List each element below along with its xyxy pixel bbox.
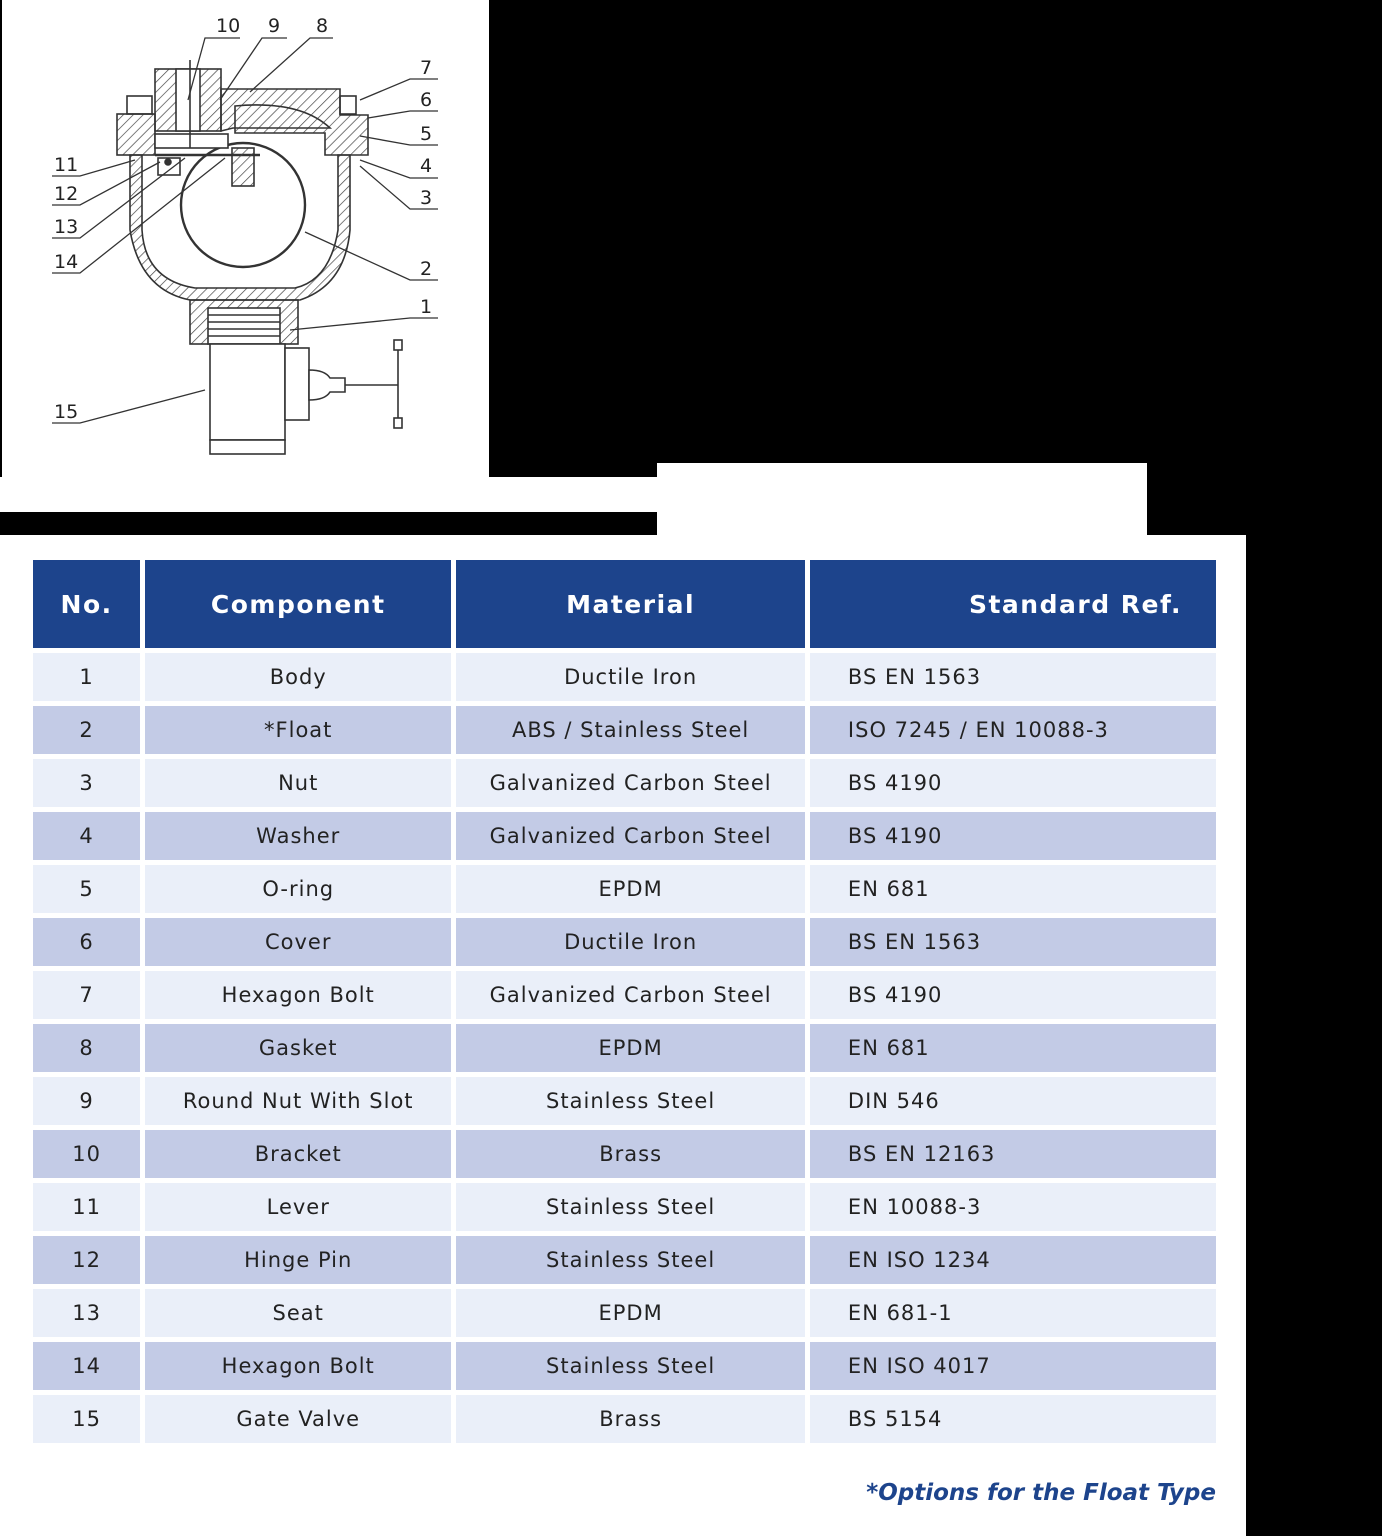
- cell-no: 8: [33, 1024, 140, 1072]
- callout-8: 8: [316, 15, 329, 37]
- cell-standard: EN 681: [810, 865, 1216, 913]
- cell-component: *Float: [145, 706, 451, 754]
- parts-table: [28, 555, 1221, 1448]
- cell-no: 14: [33, 1342, 140, 1390]
- cell-material: Galvanized Carbon Steel: [456, 759, 805, 807]
- table-row: [33, 1342, 1216, 1390]
- cell-standard: EN 681: [810, 1024, 1216, 1072]
- header-component: Component: [145, 560, 451, 648]
- cell-material: ABS / Stainless Steel: [456, 706, 805, 754]
- white-box: [657, 463, 1147, 535]
- cell-standard: EN 10088-3: [810, 1183, 1216, 1231]
- cell-component: Bracket: [145, 1130, 451, 1178]
- callout-15: 15: [54, 401, 79, 423]
- table-header-row: [33, 560, 1216, 648]
- cell-material: Brass: [456, 1130, 805, 1178]
- table-row: [33, 812, 1216, 860]
- cell-no: 9: [33, 1077, 140, 1125]
- cell-material: EPDM: [456, 1289, 805, 1337]
- table-row: [33, 1077, 1216, 1125]
- cell-material: Stainless Steel: [456, 1342, 805, 1390]
- cell-standard: BS 4190: [810, 812, 1216, 860]
- callout-14: 14: [54, 251, 79, 273]
- cell-standard: DIN 546: [810, 1077, 1216, 1125]
- cell-standard: EN 681-1: [810, 1289, 1216, 1337]
- cell-no: 15: [33, 1395, 140, 1443]
- cell-standard: BS EN 1563: [810, 918, 1216, 966]
- callout-10: 10: [216, 15, 241, 37]
- cell-material: Stainless Steel: [456, 1183, 805, 1231]
- cell-standard: BS EN 1563: [810, 653, 1216, 701]
- callout-6: 6: [420, 89, 433, 111]
- redaction-bar: [0, 512, 657, 535]
- callout-2: 2: [420, 258, 433, 280]
- callout-4: 4: [420, 155, 433, 177]
- float-options-footnote: *Options for the Float Type: [866, 1480, 1216, 1506]
- cell-material: EPDM: [456, 1024, 805, 1072]
- cell-material: Stainless Steel: [456, 1236, 805, 1284]
- cell-standard: BS 4190: [810, 971, 1216, 1019]
- header-material: Material: [456, 560, 805, 648]
- cell-no: 6: [33, 918, 140, 966]
- header-standard: Standard Ref.: [810, 560, 1216, 648]
- cell-component: Gate Valve: [145, 1395, 451, 1443]
- cell-standard: EN ISO 4017: [810, 1342, 1216, 1390]
- cell-no: 1: [33, 653, 140, 701]
- cell-material: Ductile Iron: [456, 918, 805, 966]
- cell-material: Galvanized Carbon Steel: [456, 971, 805, 1019]
- cell-no: 7: [33, 971, 140, 1019]
- callout-12: 12: [54, 183, 79, 205]
- callout-5: 5: [420, 123, 433, 145]
- header-no: No.: [33, 560, 140, 648]
- valve-cross-section-diagram: [0, 0, 489, 477]
- table-row: [33, 1395, 1216, 1443]
- callout-11: 11: [54, 154, 79, 176]
- cell-material: Galvanized Carbon Steel: [456, 812, 805, 860]
- cell-standard: EN ISO 1234: [810, 1236, 1216, 1284]
- callout-9: 9: [268, 15, 281, 37]
- cell-no: 3: [33, 759, 140, 807]
- cell-no: 4: [33, 812, 140, 860]
- cell-component: Lever: [145, 1183, 451, 1231]
- cell-component: Round Nut With Slot: [145, 1077, 451, 1125]
- cell-material: Stainless Steel: [456, 1077, 805, 1125]
- cell-material: EPDM: [456, 865, 805, 913]
- cell-standard: ISO 7245 / EN 10088-3: [810, 706, 1216, 754]
- cell-component: Seat: [145, 1289, 451, 1337]
- table-row: [33, 1289, 1216, 1337]
- cell-material: Brass: [456, 1395, 805, 1443]
- cell-component: Hinge Pin: [145, 1236, 451, 1284]
- cell-standard: BS EN 12163: [810, 1130, 1216, 1178]
- callout-3: 3: [420, 187, 433, 209]
- cell-component: Hexagon Bolt: [145, 1342, 451, 1390]
- cell-component: Body: [145, 653, 451, 701]
- table-row: [33, 653, 1216, 701]
- table-row: [33, 759, 1216, 807]
- table-row: [33, 1183, 1216, 1231]
- table-row: [33, 1024, 1216, 1072]
- table-row: [33, 706, 1216, 754]
- cell-component: Hexagon Bolt: [145, 971, 451, 1019]
- table-row: [33, 918, 1216, 966]
- cell-component: O-ring: [145, 865, 451, 913]
- table-row: [33, 971, 1216, 1019]
- cell-no: 10: [33, 1130, 140, 1178]
- cell-component: Nut: [145, 759, 451, 807]
- table-row: [33, 1236, 1216, 1284]
- callout-1: 1: [420, 296, 433, 318]
- cell-no: 11: [33, 1183, 140, 1231]
- cell-material: Ductile Iron: [456, 653, 805, 701]
- cell-no: 13: [33, 1289, 140, 1337]
- white-strip: [0, 477, 657, 512]
- callout-7: 7: [420, 57, 433, 79]
- cell-no: 5: [33, 865, 140, 913]
- table-row: [33, 1130, 1216, 1178]
- callout-13: 13: [54, 216, 79, 238]
- cell-no: 12: [33, 1236, 140, 1284]
- table-row: [33, 865, 1216, 913]
- cell-component: Gasket: [145, 1024, 451, 1072]
- cell-standard: BS 4190: [810, 759, 1216, 807]
- cell-component: Washer: [145, 812, 451, 860]
- cell-no: 2: [33, 706, 140, 754]
- cell-standard: BS 5154: [810, 1395, 1216, 1443]
- cell-component: Cover: [145, 918, 451, 966]
